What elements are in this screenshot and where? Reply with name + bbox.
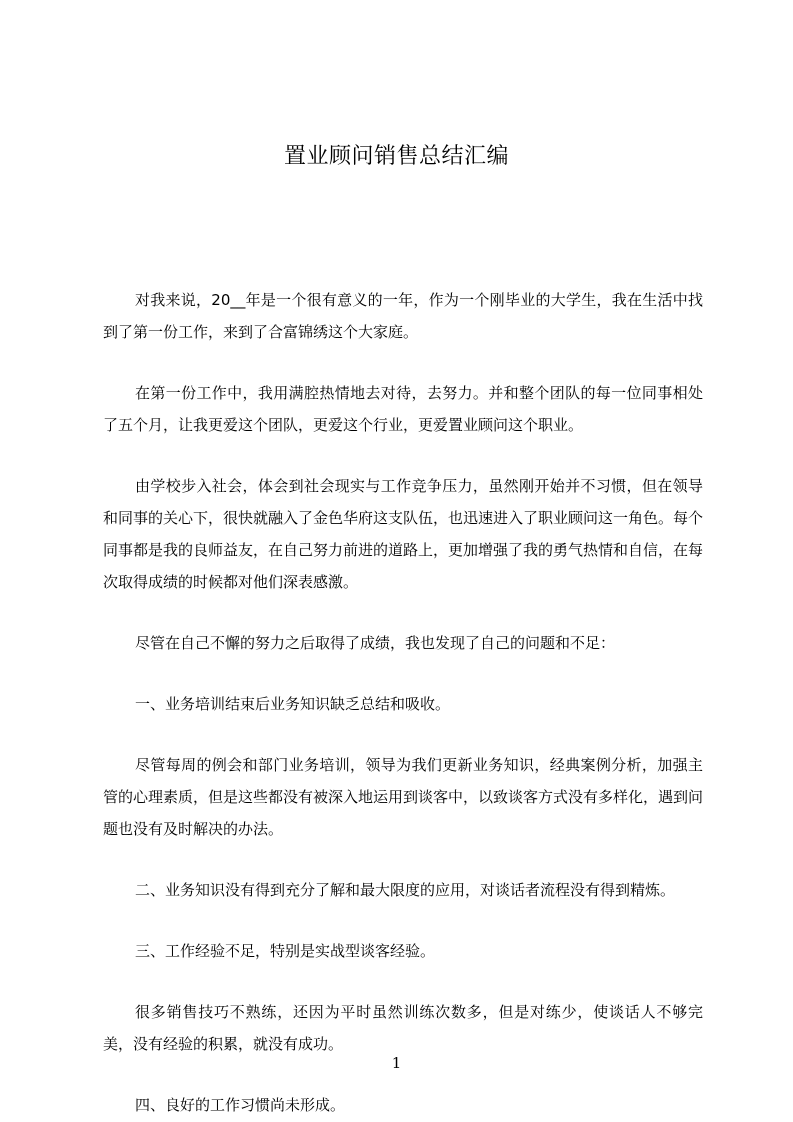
paragraph-6: 很多销售技巧不熟练，还因为平时虽然训练次数多，但是对练少，使谈话人不够完美，没有经验的积累，就没有成功。 <box>103 1003 703 1053</box>
page-number: 1 <box>391 1054 402 1072</box>
section-heading-2: 二、业务知识没有得到充分了解和最大限度的应用，对谈话者流程没有得到精炼。 <box>135 881 676 899</box>
document-title: 置业顾问销售总结汇编 <box>283 144 509 169</box>
paragraph-5: 尽管每周的例会和部门业务培训，领导为我们更新业务知识，经典案例分析，加强主管的心理素质，但是这些都没有被深入地运用到谈客中，以致谈客方式没有多样化，遇到问题也没有及时解决的办法。 <box>103 756 704 838</box>
section-heading-4: 四、良好的工作习惯尚未形成。 <box>135 1096 346 1114</box>
paragraph-4: 尽管在自己不懈的努力之后取得了成绩，我也发现了自己的问题和不足： <box>135 634 616 652</box>
paragraph-1: 对我来说，20__年是一个很有意义的一年，作为一个刚毕业的大学生，我在生活中找到了第一份工作，来到了合富锦绣这个大家庭。 <box>103 291 703 341</box>
section-heading-3: 三、工作经验不足，特别是实战型谈客经验。 <box>135 942 436 960</box>
section-heading-1: 一、业务培训结束后业务知识缺乏总结和吸收。 <box>135 695 451 713</box>
paragraph-2: 在第一份工作中，我用满腔热情地去对待，去努力。并和整个团队的每一位同事相处了五个月，让我更爱这个团队，更爱这个行业，更爱置业顾问这个职业。 <box>103 384 703 434</box>
paragraph-3: 由学校步入社会，体会到社会现实与工作竞争压力，虽然刚开始并不习惯，但在领导和同事的关心下，很快就融入了金色华府这支队伍，也迅速进入了职业顾问这一角色。每个同事都是我的良师益友，在自己努力前进的道路上，更加增强了我的勇气热情和自信，在每次取得成绩的时候都对他们深表感激。 <box>103 477 704 591</box>
document-body <box>103 284 703 1121</box>
